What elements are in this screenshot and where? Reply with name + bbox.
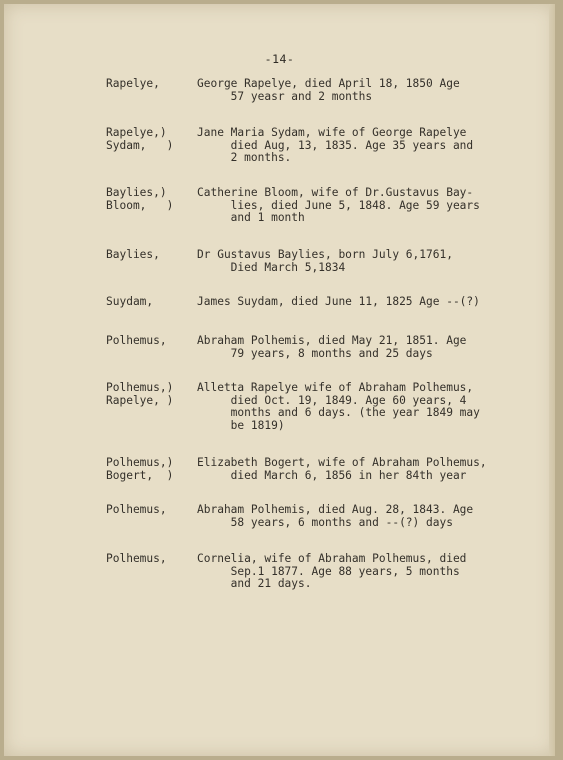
entry-surname: Rapelye,) Sydam, ) [106,126,174,152]
entry-text: George Rapelye, died April 18, 1850 Age 57 yeasr and 2 months [197,77,460,103]
page-edge [549,4,555,756]
entry-surname: Polhemus, [106,552,167,565]
document-page [4,4,555,756]
entry-text: Cornelia, wife of Abraham Polhemus, died Sep.1 1877. Age 88 years, 5 months and 21 days. [197,552,467,590]
entry-text: Alletta Rapelye wife of Abraham Polhemus, died Oct. 19, 1849. Age 60 years, 4 months and 6 days. (the year 1849 may be 1819) [197,381,480,432]
entry-text: Elizabeth Bogert, wife of Abraham Polhemus, died March 6, 1856 in her 84th year [197,456,487,482]
entry-surname: Polhemus, [106,334,167,347]
page-number: -14- [264,52,295,66]
entry-surname: Polhemus, [106,503,167,516]
entry-text: Jane Maria Sydam, wife of George Rapelye died Aug, 13, 1835. Age 35 years and 2 months. [197,126,474,164]
entry-surname: Rapelye, [106,77,160,90]
entry-text: Catherine Bloom, wife of Dr.Gustavus Bay- lies, died June 5, 1848. Age 59 years and 1 month [197,186,480,224]
entry-surname: Suydam, [106,295,154,308]
entry-text: Abraham Polhemis, died May 21, 1851. Age 79 years, 8 months and 25 days [197,334,467,360]
entry-text: James Suydam, died June 11, 1825 Age --(?) [197,295,480,308]
entry-text: Dr Gustavus Baylies, born July 6,1761, Died March 5,1834 [197,248,453,274]
entry-text: Abraham Polhemis, died Aug. 28, 1843. Age 58 years, 6 months and --(?) days [197,503,474,529]
entry-surname: Baylies,) Bloom, ) [106,186,174,212]
entry-surname: Baylies, [106,248,160,261]
entry-surname: Polhemus,) Rapelye, ) [106,381,174,407]
entry-surname: Polhemus,) Bogert, ) [106,456,174,482]
